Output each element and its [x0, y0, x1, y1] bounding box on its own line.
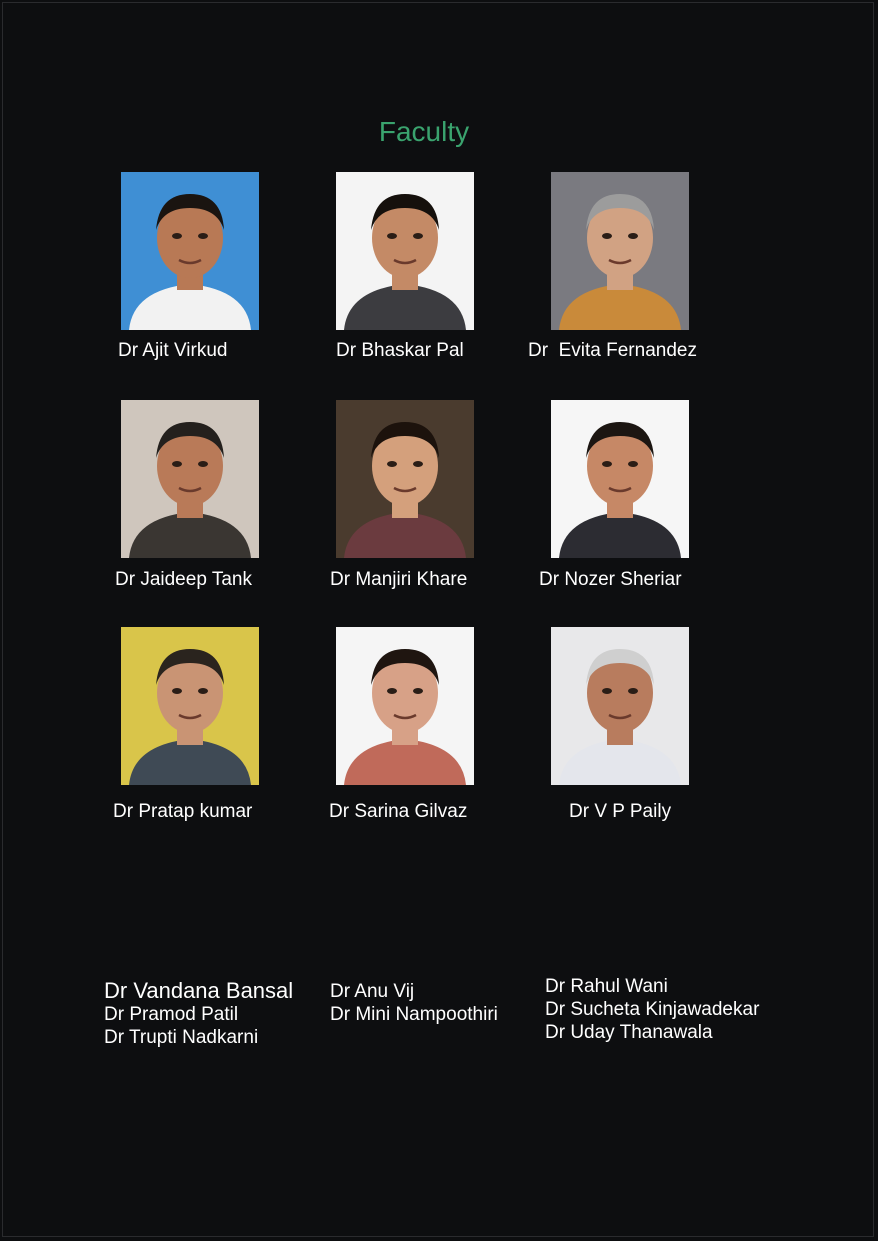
faculty-name: Dr Sarina Gilvaz [329, 801, 468, 822]
faculty-list-col-3 [545, 975, 759, 1044]
portrait-photo [551, 172, 689, 330]
faculty-name: Dr Bhaskar Pal [336, 340, 464, 361]
portrait-photo [551, 400, 689, 558]
faculty-list-col-1 [104, 978, 293, 1049]
faculty-name: Dr V P Paily [569, 801, 672, 822]
portrait-photo [336, 400, 474, 558]
list-item: Dr Uday Thanawala [545, 1022, 713, 1043]
faculty-list-col-2 [330, 980, 498, 1026]
list-item: Dr Vandana Bansal [104, 978, 294, 1003]
portrait-photo [336, 627, 474, 785]
list-item: Dr Anu Vij [330, 981, 415, 1002]
faculty-name: Dr Evita Fernandez [528, 340, 697, 361]
faculty-name: Dr Pratap kumar [113, 801, 253, 822]
faculty-name: Dr Nozer Sheriar [539, 569, 682, 590]
portrait-photo [336, 172, 474, 330]
list-item: Dr Mini Nampoothiri [330, 1004, 498, 1025]
faculty-name: Dr Jaideep Tank [115, 569, 252, 590]
list-item: Dr Rahul Wani [545, 976, 668, 997]
faculty-name: Dr Manjiri Khare [330, 569, 468, 590]
portrait-photo [121, 627, 259, 785]
portrait-photo [121, 172, 259, 330]
portrait-photo [551, 627, 689, 785]
faculty-name: Dr Ajit Virkud [118, 340, 228, 361]
list-item: Dr Sucheta Kinjawadekar [545, 999, 760, 1020]
list-item: Dr Pramod Patil [104, 1004, 239, 1025]
portrait-photo [121, 400, 259, 558]
page-title: Faculty [378, 116, 470, 147]
list-item: Dr Trupti Nadkarni [104, 1027, 259, 1048]
